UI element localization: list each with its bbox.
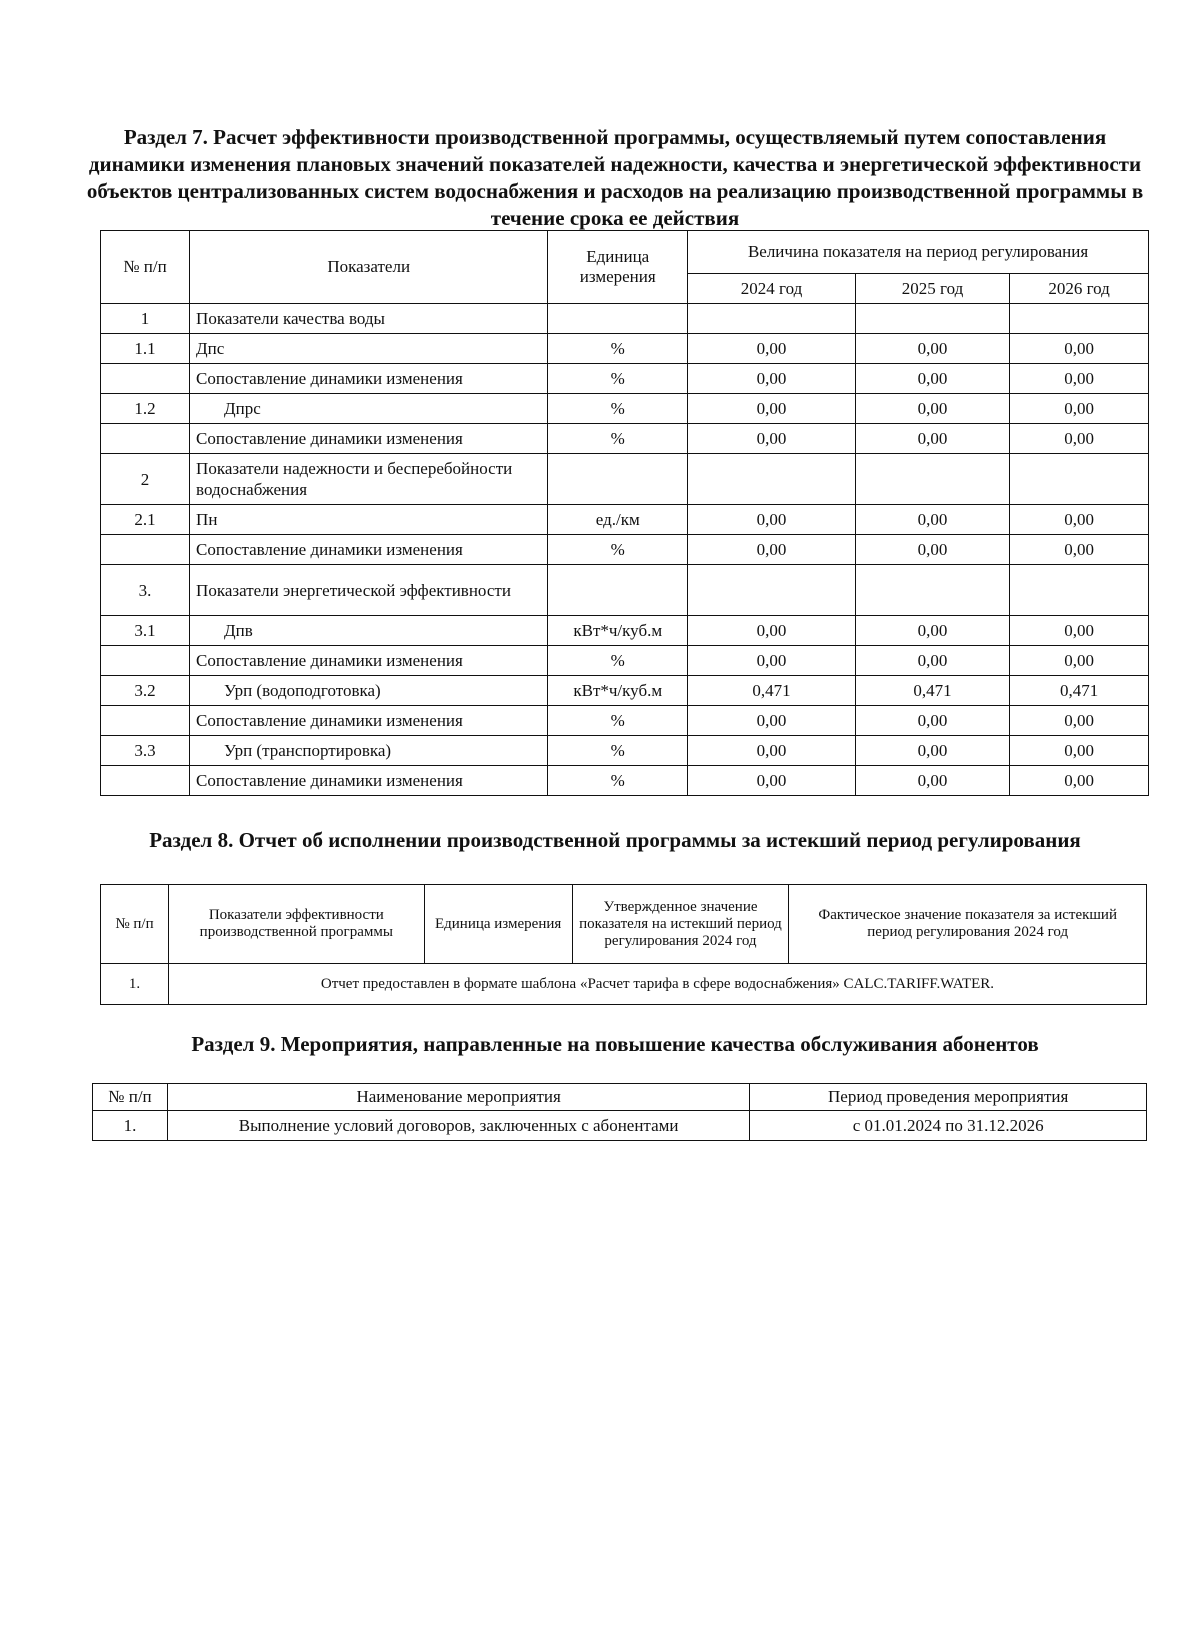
row-num: [101, 535, 190, 565]
value-2024: 0,00: [688, 334, 856, 364]
table-row: [101, 736, 1149, 766]
table-row: [101, 304, 1149, 334]
row-num: [101, 766, 190, 796]
header-actual-value: Фактическое значение показателя за истекший период регулирования 2024 год: [789, 885, 1147, 964]
value-2025: 0,00: [855, 505, 1009, 535]
table-row: [101, 565, 1149, 616]
table-row: [101, 424, 1149, 454]
value-2024: 0,00: [688, 766, 856, 796]
value-2026: 0,00: [1010, 646, 1149, 676]
row-unit: кВт*ч/куб.м: [548, 616, 688, 646]
header-unit: Единица измерения: [548, 231, 688, 304]
row-indicator: Пн: [190, 505, 548, 535]
value-2024: 0,00: [688, 736, 856, 766]
value-2026: 0,00: [1010, 616, 1149, 646]
value-2026: 0,00: [1010, 424, 1149, 454]
table-row: [101, 616, 1149, 646]
row-indicator: Урп (транспортировка): [190, 736, 548, 766]
row-num: [101, 646, 190, 676]
header-num: № п/п: [101, 885, 169, 964]
value-2024: [688, 304, 856, 334]
value-2025: 0,00: [855, 364, 1009, 394]
row-unit: %: [548, 736, 688, 766]
value-2024: 0,00: [688, 535, 856, 565]
value-2024: [688, 565, 856, 616]
header-indicators: Показатели эффективности производственной программы: [168, 885, 424, 964]
row-num: 3.2: [101, 676, 190, 706]
row-num: 2: [101, 454, 190, 505]
row-num: [101, 424, 190, 454]
row-unit: ед./км: [548, 505, 688, 535]
row-indicator: Сопоставление динамики изменения: [190, 424, 548, 454]
value-2026: 0,00: [1010, 394, 1149, 424]
table-row: [101, 676, 1149, 706]
row-num: 2.1: [101, 505, 190, 535]
row-unit: [548, 454, 688, 505]
row-num: 3.1: [101, 616, 190, 646]
value-2026: 0,00: [1010, 505, 1149, 535]
row-num: 1.2: [101, 394, 190, 424]
value-2026: [1010, 304, 1149, 334]
value-2024: 0,00: [688, 646, 856, 676]
row-num: 1.: [101, 964, 169, 1005]
value-2026: 0,00: [1010, 535, 1149, 565]
row-indicator: Дпв: [190, 616, 548, 646]
row-unit: %: [548, 364, 688, 394]
header-num: № п/п: [93, 1084, 168, 1111]
value-2026: 0,471: [1010, 676, 1149, 706]
report-note: Отчет предоставлен в формате шаблона «Расчет тарифа в сфере водоснабжения» CALC.TARIFF.WATER.: [168, 964, 1146, 1005]
value-2026: [1010, 454, 1149, 505]
value-2025: 0,00: [855, 646, 1009, 676]
row-indicator: Дпс: [190, 334, 548, 364]
table-row: [101, 535, 1149, 565]
value-2024: 0,00: [688, 364, 856, 394]
row-indicator: Показатели надежности и бесперебойности водоснабжения: [190, 454, 548, 505]
value-2025: [855, 454, 1009, 505]
value-2025: 0,00: [855, 736, 1009, 766]
value-2025: 0,00: [855, 535, 1009, 565]
row-num: 1: [101, 304, 190, 334]
header-measure-name: Наименование мероприятия: [167, 1084, 749, 1111]
row-indicator: Дпрс: [190, 394, 548, 424]
efficiency-table: [100, 230, 1149, 796]
value-2024: 0,00: [688, 394, 856, 424]
table-row: [101, 364, 1149, 394]
row-indicator: Показатели энергетической эффективности: [190, 565, 548, 616]
row-unit: %: [548, 766, 688, 796]
row-num: [101, 364, 190, 394]
header-period: Величина показателя на период регулирования: [688, 231, 1149, 274]
row-unit: кВт*ч/куб.м: [548, 676, 688, 706]
header-year-2026: 2026 год: [1010, 274, 1149, 304]
value-2025: 0,00: [855, 706, 1009, 736]
value-2024: 0,00: [688, 424, 856, 454]
header-num: № п/п: [101, 231, 190, 304]
table-row: [101, 454, 1149, 505]
value-2024: 0,471: [688, 676, 856, 706]
value-2025: 0,00: [855, 766, 1009, 796]
measure-period: с 01.01.2024 по 31.12.2026: [750, 1111, 1147, 1141]
section-7-title: Раздел 7. Расчет эффективности производственной программы, осуществляемый путем сопоставления динамики изменения плановых значений показателей надежности, качества и энергетической эффективности объектов централизованных систем водоснабжения и расходов на реализацию производственной программы в течение срока ее действия: [86, 125, 1144, 230]
value-2026: 0,00: [1010, 334, 1149, 364]
table-row: [101, 334, 1149, 364]
row-num: 3.3: [101, 736, 190, 766]
row-unit: [548, 565, 688, 616]
header-year-2025: 2025 год: [855, 274, 1009, 304]
value-2024: [688, 454, 856, 505]
row-num: 1.1: [101, 334, 190, 364]
section-8-title: Раздел 8. Отчет об исполнении производственной программы за истекший период регулирования: [149, 828, 1081, 852]
header-measure-period: Период проведения мероприятия: [750, 1084, 1147, 1111]
row-indicator: Урп (водоподготовка): [190, 676, 548, 706]
header-indicators: Показатели: [190, 231, 548, 304]
value-2024: 0,00: [688, 706, 856, 736]
header-year-2024: 2024 год: [688, 274, 856, 304]
measure-name: Выполнение условий договоров, заключенных с абонентами: [167, 1111, 749, 1141]
value-2025: [855, 565, 1009, 616]
efficiency-table-body: [101, 304, 1149, 796]
value-2025: 0,471: [855, 676, 1009, 706]
value-2026: 0,00: [1010, 736, 1149, 766]
row-unit: %: [548, 424, 688, 454]
row-indicator: Сопоставление динамики изменения: [190, 706, 548, 736]
row-indicator: Сопоставление динамики изменения: [190, 535, 548, 565]
header-approved-value: Утвержденное значение показателя на истекший период регулирования 2024 год: [572, 885, 789, 964]
row-unit: %: [548, 706, 688, 736]
row-num: 1.: [93, 1111, 168, 1141]
section-9-title: Раздел 9. Мероприятия, направленные на повышение качества обслуживания абонентов: [191, 1032, 1039, 1056]
row-unit: [548, 304, 688, 334]
table-row: [101, 394, 1149, 424]
value-2025: 0,00: [855, 334, 1009, 364]
value-2026: [1010, 565, 1149, 616]
table-row: [101, 646, 1149, 676]
value-2026: 0,00: [1010, 706, 1149, 736]
report-table: [100, 884, 1147, 1005]
table-row: [101, 505, 1149, 535]
header-unit: Единица измерения: [424, 885, 572, 964]
row-unit: %: [548, 394, 688, 424]
value-2025: 0,00: [855, 394, 1009, 424]
row-unit: %: [548, 646, 688, 676]
row-unit: %: [548, 334, 688, 364]
value-2026: 0,00: [1010, 766, 1149, 796]
row-indicator: Показатели качества воды: [190, 304, 548, 334]
value-2026: 0,00: [1010, 364, 1149, 394]
table-row: [101, 766, 1149, 796]
value-2024: 0,00: [688, 616, 856, 646]
row-unit: %: [548, 535, 688, 565]
table-row: [101, 706, 1149, 736]
row-indicator: Сопоставление динамики изменения: [190, 364, 548, 394]
row-num: 3.: [101, 565, 190, 616]
row-num: [101, 706, 190, 736]
value-2025: 0,00: [855, 616, 1009, 646]
measures-table: [92, 1083, 1147, 1141]
row-indicator: Сопоставление динамики изменения: [190, 766, 548, 796]
value-2024: 0,00: [688, 505, 856, 535]
value-2025: 0,00: [855, 424, 1009, 454]
row-indicator: Сопоставление динамики изменения: [190, 646, 548, 676]
value-2025: [855, 304, 1009, 334]
